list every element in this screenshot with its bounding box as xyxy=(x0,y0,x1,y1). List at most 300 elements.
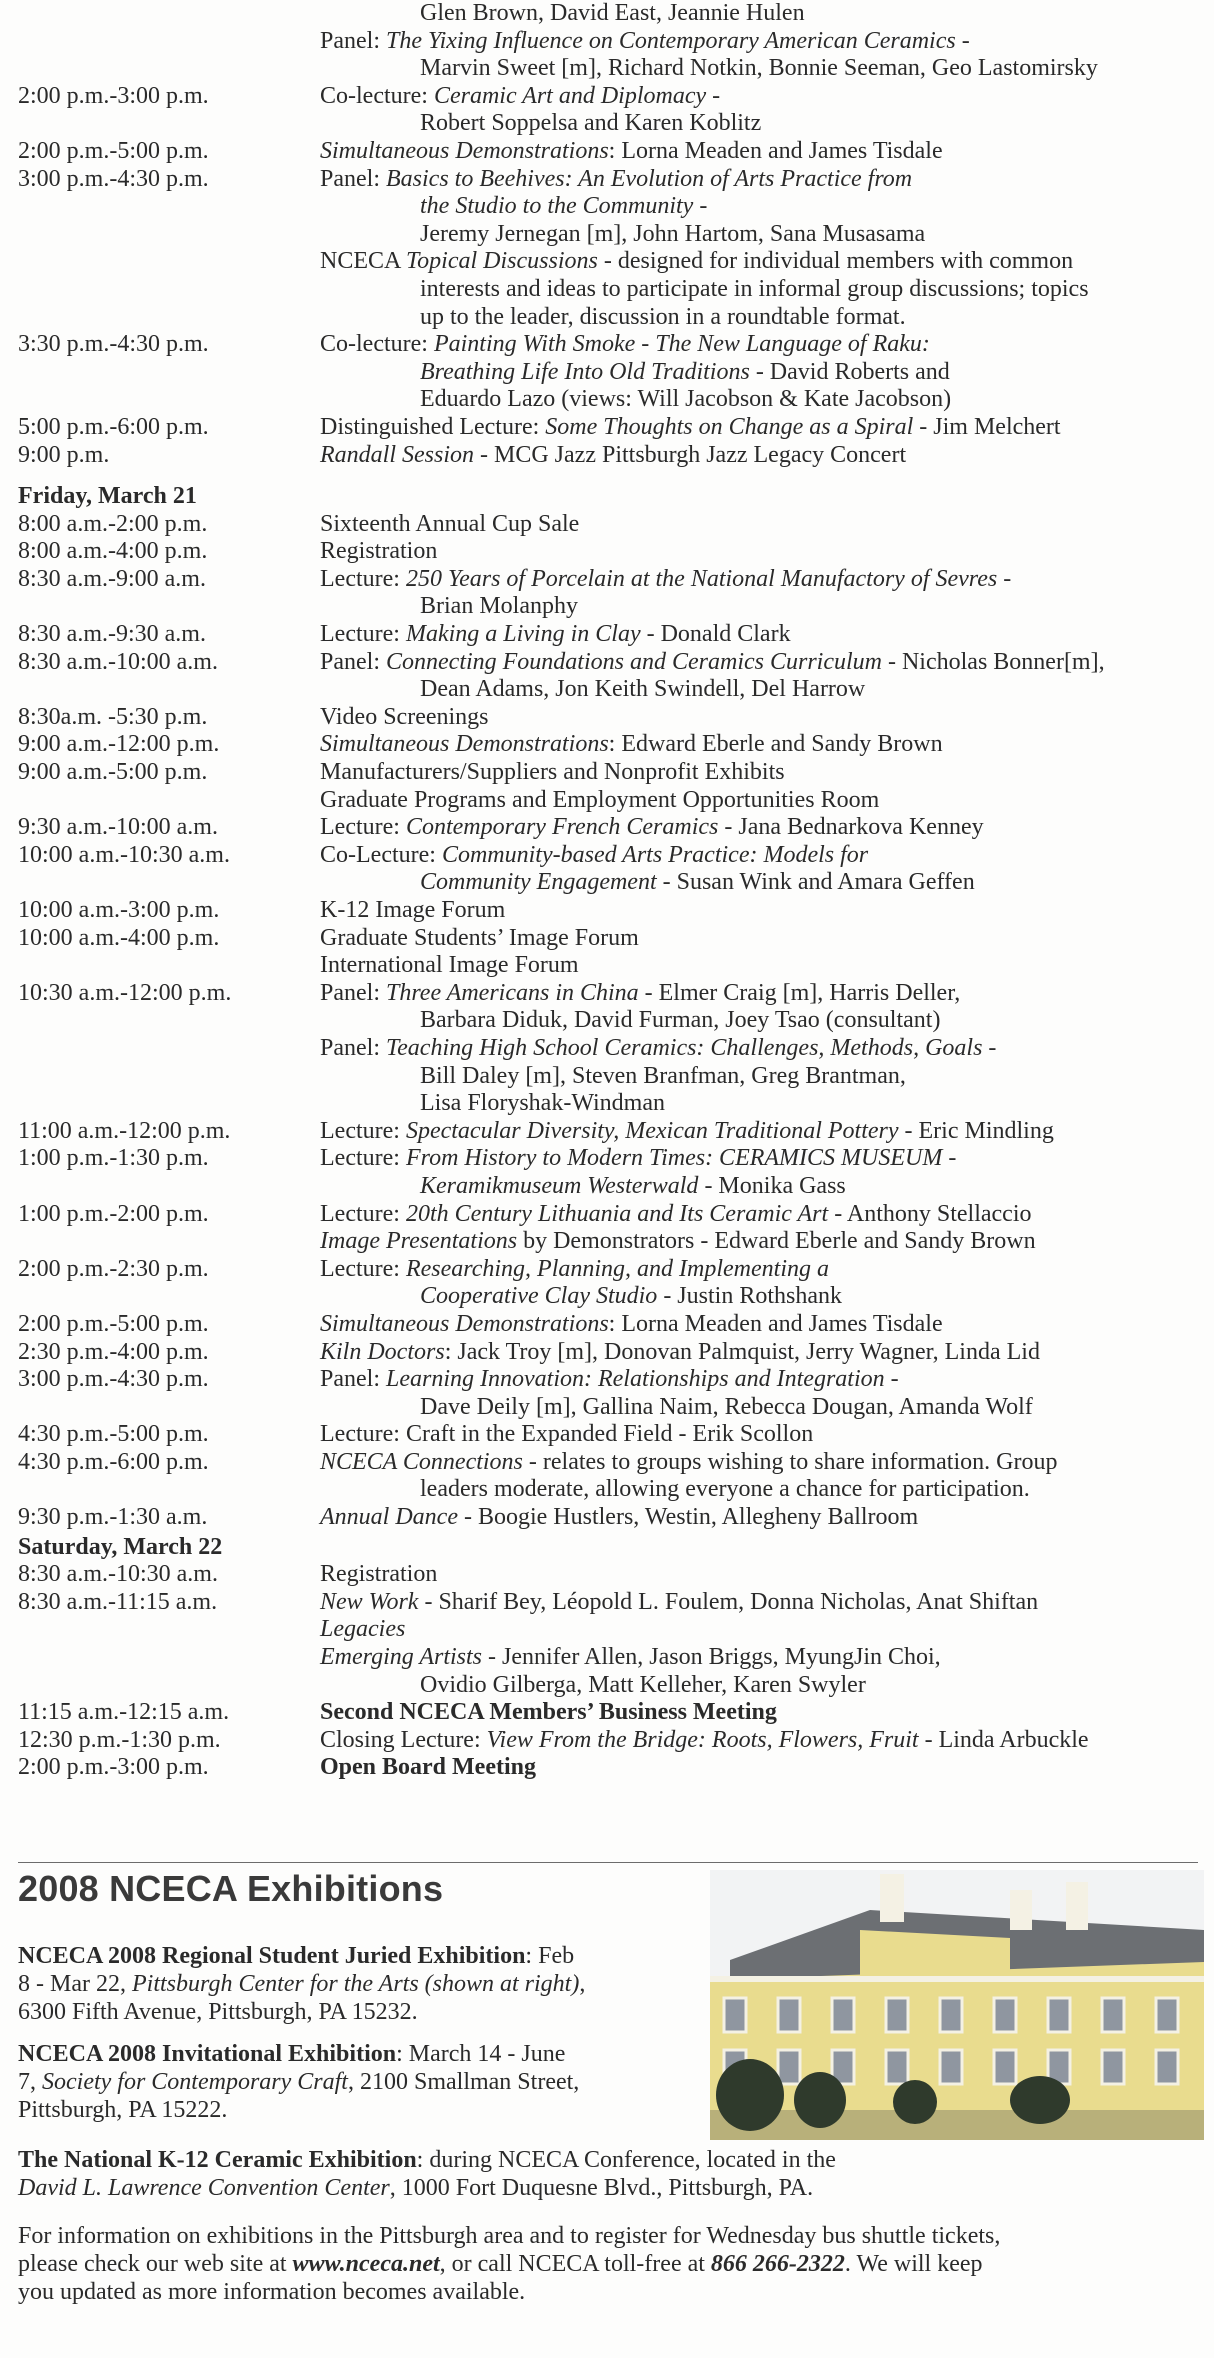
schedule-row xyxy=(18,1118,1198,1146)
session-description xyxy=(320,842,1198,870)
schedule-row xyxy=(18,1228,1198,1256)
schedule-row xyxy=(18,1090,1198,1118)
text-run: Teaching High School Ceramics: Challenges, Methods, Goals xyxy=(386,1034,983,1061)
session-description xyxy=(320,649,1198,677)
text-run: Community Engagement xyxy=(420,869,657,896)
schedule-row xyxy=(18,1035,1198,1063)
text-run: Spectacular Diversity, Mexican Traditional Pottery xyxy=(405,1117,899,1144)
schedule-row xyxy=(18,787,1198,815)
session-description xyxy=(320,1504,1198,1532)
schedule-row xyxy=(18,1256,1198,1284)
session-time: 4:30 p.m.-5:00 p.m. xyxy=(18,1421,209,1448)
session-description xyxy=(320,731,1198,759)
schedule-row xyxy=(18,511,1198,539)
session-time: 2:00 p.m.-5:00 p.m. xyxy=(18,137,209,164)
session-time: 10:30 a.m.-12:00 p.m. xyxy=(18,979,232,1006)
text-run: 250 Years of Porcelain at the National Manufactory of Sevres xyxy=(405,565,998,592)
session-time: 2:00 p.m.-3:00 p.m. xyxy=(18,82,209,109)
text-run: Brian Molanphy xyxy=(420,593,578,620)
text-run: - Elmer Craig [m], Harris Deller, xyxy=(638,979,961,1006)
session-description xyxy=(320,1090,1198,1118)
text-run: - Monika Gass xyxy=(698,1172,846,1199)
schedule-row xyxy=(18,1311,1198,1339)
session-time xyxy=(18,110,320,138)
session-time: 8:00 a.m.-2:00 p.m. xyxy=(18,510,208,537)
schedule-row xyxy=(18,248,1198,276)
schedule-row xyxy=(18,1366,1198,1394)
schedule-row xyxy=(18,1394,1198,1422)
schedule-row xyxy=(18,980,1198,1008)
text-line xyxy=(18,1970,698,1998)
session-time xyxy=(18,304,320,332)
session-time xyxy=(18,1394,320,1422)
session-description xyxy=(320,83,1198,111)
text-run: - MCG Jazz Pittsburgh Jazz Legacy Concert xyxy=(474,441,907,468)
text-run: NCECA 2008 Regional Student Juried Exhibition xyxy=(18,1943,526,1969)
emphasis-text: www.nceca.net xyxy=(292,2251,440,2277)
text-run: Sixteenth Annual Cup Sale xyxy=(320,510,580,537)
session-time xyxy=(18,28,320,56)
text-run: : March 14 - June xyxy=(396,2041,566,2067)
session-time: 11:15 a.m.-12:15 a.m. xyxy=(18,1699,230,1726)
text-run: , 1000 Fort Duquesne Blvd., Pittsburgh, PA. xyxy=(389,2175,814,2201)
text-run: Manufacturers/Suppliers and Nonprofit Exhibits xyxy=(320,759,785,786)
schedule-row xyxy=(18,1476,1198,1504)
text-run: Dean Adams, Jon Keith Swindell, Del Harrow xyxy=(420,676,866,703)
text-line xyxy=(18,2068,698,2096)
schedule-row xyxy=(18,1644,1198,1672)
session-time: 10:00 a.m.-4:00 p.m. xyxy=(18,924,220,951)
text-run: Basics to Beehives: An Evolution of Arts Practice from xyxy=(386,165,913,192)
schedule-row xyxy=(18,276,1198,304)
text-run: : Edward Eberle and Sandy Brown xyxy=(608,731,943,758)
building-window xyxy=(940,1998,962,2032)
session-description xyxy=(320,1035,1198,1063)
session-time: 2:00 p.m.-2:30 p.m. xyxy=(18,1255,209,1282)
schedule-row xyxy=(18,593,1198,621)
text-run: - Donald Clark xyxy=(640,621,791,648)
session-time xyxy=(18,0,320,28)
session-time: 9:00 a.m.-12:00 p.m. xyxy=(18,731,220,758)
session-time: 1:00 p.m.-2:00 p.m. xyxy=(18,1200,209,1227)
session-description xyxy=(320,980,1198,1008)
schedule-row xyxy=(18,869,1198,897)
schedule-row xyxy=(18,676,1198,704)
text-line xyxy=(18,2174,1198,2202)
schedule-row xyxy=(18,1672,1198,1700)
session-description xyxy=(320,1118,1198,1146)
text-run: Painting With Smoke - The New Language of Raku: xyxy=(433,331,930,358)
text-line xyxy=(18,1998,698,2026)
text-run: The National K-12 Ceramic Exhibition xyxy=(18,2147,417,2173)
session-time xyxy=(18,386,320,414)
text-run: , or call NCECA toll-free at xyxy=(439,2251,711,2277)
text-run: Society for Contemporary Craft xyxy=(42,2069,348,2095)
session-description xyxy=(320,1394,1198,1422)
building-window xyxy=(994,1998,1016,2032)
text-run: : Lorna Meaden and James Tisdale xyxy=(608,1310,943,1337)
text-run: Panel: xyxy=(320,648,386,675)
schedule-row xyxy=(18,566,1198,594)
text-run: - Nicholas Bonner[m], xyxy=(881,648,1105,675)
schedule-row xyxy=(18,731,1198,759)
session-time: 2:00 p.m.-5:00 p.m. xyxy=(18,1310,209,1337)
text-run: - Justin Rothshank xyxy=(657,1283,842,1310)
text-run: Connecting Foundations and Ceramics Curriculum xyxy=(386,648,882,675)
schedule-row xyxy=(18,1063,1198,1091)
schedule-row xyxy=(18,621,1198,649)
text-run: David L. Lawrence Convention Center xyxy=(18,2175,390,2201)
session-time: 8:30 a.m.-11:15 a.m. xyxy=(18,1588,218,1615)
text-run: : Lorna Meaden and James Tisdale xyxy=(608,137,943,164)
building-window xyxy=(778,1998,800,2032)
text-run: For information on exhibitions in the Pittsburgh area and to register for Wednesday bus shuttle tickets, xyxy=(18,2223,1001,2249)
session-time xyxy=(18,359,320,387)
schedule-row xyxy=(18,331,1198,359)
session-description xyxy=(320,1007,1198,1035)
text-run: 6300 Fifth Avenue, Pittsburgh, PA 15232. xyxy=(18,1999,418,2025)
schedule-row xyxy=(18,649,1198,677)
schedule-row xyxy=(18,304,1198,332)
session-description xyxy=(320,304,1198,332)
text-run: - Jim Melchert xyxy=(913,413,1061,440)
session-time xyxy=(18,1283,320,1311)
session-description xyxy=(320,1449,1198,1477)
text-run: up to the leader, discussion in a roundtable format. xyxy=(420,303,906,330)
schedule-row xyxy=(18,1616,1198,1644)
schedule-row xyxy=(18,414,1198,442)
text-run: - xyxy=(693,193,708,220)
schedule-row xyxy=(18,1283,1198,1311)
session-time xyxy=(18,1476,320,1504)
text-run: : Jack Troy [m], Donovan Palmquist, Jerry Wagner, Linda Lid xyxy=(444,1338,1040,1365)
text-run: Emerging Artists xyxy=(320,1644,483,1671)
schedule-row xyxy=(18,842,1198,870)
text-run: . We will keep xyxy=(844,2251,983,2277)
text-run: Lisa Floryshak-Windman xyxy=(420,1090,665,1117)
text-line xyxy=(18,2146,1198,2174)
schedule-row xyxy=(18,1007,1198,1035)
text-run: New Work xyxy=(320,1588,419,1615)
session-description xyxy=(320,1672,1198,1700)
session-time: 9:30 p.m.-1:30 a.m. xyxy=(18,1504,208,1531)
session-time: 10:00 a.m.-3:00 p.m. xyxy=(18,897,220,923)
text-run: Panel: xyxy=(320,979,386,1006)
session-time: 8:30a.m. -5:30 p.m. xyxy=(18,703,208,730)
text-run: Eduardo Lazo (views: Will Jacobson & Kate Jacobson) xyxy=(420,386,952,413)
session-time xyxy=(18,193,320,221)
text-run: Panel: xyxy=(320,1366,386,1393)
text-run: Lecture: xyxy=(320,621,406,648)
session-time: 10:00 a.m.-10:30 a.m. xyxy=(18,841,230,868)
text-run: Second NCECA Members’ Business Meeting xyxy=(320,1699,777,1726)
text-run: please check our web site at xyxy=(18,2251,293,2277)
text-run: Simultaneous Demonstrations xyxy=(320,1310,609,1337)
building-window xyxy=(1102,2050,1124,2084)
session-description xyxy=(320,1366,1198,1394)
schedule-row xyxy=(18,814,1198,842)
schedule-row xyxy=(18,193,1198,221)
session-description xyxy=(320,276,1198,304)
session-time xyxy=(18,1644,320,1672)
invitational-exhibition-entry xyxy=(18,2040,698,2124)
schedule-row xyxy=(18,1449,1198,1477)
text-run: NCECA xyxy=(320,248,407,275)
building-window xyxy=(832,1998,854,2032)
session-time: 11:00 a.m.-12:00 p.m. xyxy=(18,1117,231,1144)
text-run: Co-lecture: xyxy=(320,82,434,109)
text-run: 8 - Mar 22, xyxy=(18,1971,132,1997)
session-description xyxy=(320,869,1198,897)
schedule-row xyxy=(18,386,1198,414)
text-run: - David Roberts and xyxy=(749,358,950,385)
session-time xyxy=(18,1063,320,1091)
text-run: Some Thoughts on Change as a Spiral xyxy=(545,413,914,440)
schedule-row xyxy=(18,1561,1198,1589)
thursday-schedule xyxy=(18,0,1198,469)
session-description xyxy=(320,331,1198,359)
session-description xyxy=(320,1476,1198,1504)
text-run: Graduate Programs and Employment Opportunities Room xyxy=(320,786,880,813)
session-time: 8:30 a.m.-9:30 a.m. xyxy=(18,621,206,648)
text-run: Learning Innovation: Relationships and Integration xyxy=(386,1366,885,1393)
session-time: 1:00 p.m.-1:30 p.m. xyxy=(18,1145,209,1172)
session-description xyxy=(320,952,1198,980)
text-run: Three Americans in China xyxy=(386,979,639,1006)
schedule-row xyxy=(18,1145,1198,1173)
text-run: Image Presentations xyxy=(320,1228,518,1255)
session-description xyxy=(320,1063,1198,1091)
session-description xyxy=(320,193,1198,221)
text-run: Panel: xyxy=(320,27,386,54)
building-window xyxy=(1048,1998,1070,2032)
session-time: 3:30 p.m.-4:30 p.m. xyxy=(18,331,209,358)
text-line xyxy=(18,2278,1198,2306)
text-run: Lecture: Craft in the Expanded Field - Erik Scollon xyxy=(320,1421,814,1448)
session-time: 2:00 p.m.-3:00 p.m. xyxy=(18,1754,209,1781)
text-run: Lecture: xyxy=(320,1255,406,1282)
text-run: Co-Lecture: xyxy=(320,841,442,868)
session-time: 3:00 p.m.-4:30 p.m. xyxy=(18,165,209,192)
session-description xyxy=(320,386,1198,414)
text-run: Jeremy Jernegan [m], John Hartom, Sana Musasama xyxy=(420,220,926,247)
session-description xyxy=(320,1173,1198,1201)
session-time xyxy=(18,248,320,276)
building-photo xyxy=(710,1870,1204,2140)
text-run: Lecture: xyxy=(320,814,406,841)
session-time: 2:30 p.m.-4:00 p.m. xyxy=(18,1338,209,1365)
text-run: - Linda Arbuckle xyxy=(918,1726,1089,1753)
text-run: Glen Brown, David East, Jeannie Hulen xyxy=(420,0,805,26)
text-run: Annual Dance xyxy=(320,1504,458,1531)
building-window xyxy=(994,2050,1016,2084)
text-run: Simultaneous Demonstrations xyxy=(320,137,609,164)
regional-exhibition-entry xyxy=(18,1942,698,2026)
building-window xyxy=(940,2050,962,2084)
text-run: : during NCECA Conference, located in the xyxy=(416,2147,836,2173)
text-run: Simultaneous Demonstrations xyxy=(320,731,609,758)
text-line xyxy=(18,2222,1198,2250)
building-window xyxy=(1102,1998,1124,2032)
text-run: - xyxy=(997,565,1012,592)
text-run: - relates to groups wishing to share information. Group xyxy=(522,1448,1058,1475)
schedule-row xyxy=(18,1421,1198,1449)
building-window xyxy=(1156,1998,1178,2032)
session-description xyxy=(320,1145,1198,1173)
session-description xyxy=(320,221,1198,249)
session-time xyxy=(18,1007,320,1035)
text-run: Making a Living in Clay xyxy=(405,621,641,648)
text-run: Registration xyxy=(320,538,438,565)
session-description xyxy=(320,704,1198,732)
text-run: the Studio to the Community xyxy=(420,193,694,220)
session-time xyxy=(18,1090,320,1118)
text-run: by Demonstrators - Edward Eberle and Sandy Brown xyxy=(517,1228,1036,1255)
text-run: - xyxy=(884,1366,899,1393)
conference-schedule xyxy=(18,0,1198,1782)
schedule-row xyxy=(18,221,1198,249)
text-run: - Eric Mindling xyxy=(898,1117,1054,1144)
session-time xyxy=(18,55,320,83)
text-line xyxy=(18,2250,1198,2278)
text-run: Breathing Life Into Old Traditions xyxy=(420,358,750,385)
text-run: 7, xyxy=(18,2069,42,2095)
session-description xyxy=(320,1201,1198,1229)
session-description xyxy=(320,925,1198,953)
building-window xyxy=(778,2050,800,2084)
session-time xyxy=(18,1173,320,1201)
schedule-row xyxy=(18,1173,1198,1201)
text-run: From History to Modern Times: CERAMICS MUSEUM - xyxy=(405,1145,957,1172)
text-run: Distinguished Lecture: xyxy=(320,413,546,440)
session-time: 9:30 a.m.-10:00 a.m. xyxy=(18,814,218,841)
schedule-row xyxy=(18,925,1198,953)
text-run: Cooperative Clay Studio xyxy=(420,1283,658,1310)
text-run: - Susan Wink and Amara Geffen xyxy=(656,869,975,896)
schedule-row xyxy=(18,897,1198,925)
text-run: Ceramic Art and Diplomacy - xyxy=(433,82,721,109)
session-time xyxy=(18,1672,320,1700)
session-time: 4:30 p.m.-6:00 p.m. xyxy=(18,1448,209,1475)
session-description xyxy=(320,538,1198,566)
schedule-row xyxy=(18,359,1198,387)
exhibitions-heading: 2008 NCECA Exhibitions xyxy=(18,1868,444,1909)
text-run: Robert Soppelsa and Karen Koblitz xyxy=(420,110,762,137)
schedule-row xyxy=(18,0,1198,28)
session-time: 9:00 p.m. xyxy=(18,441,110,468)
text-run: Registration xyxy=(320,1561,438,1588)
session-description xyxy=(320,814,1198,842)
session-time: 9:00 a.m.-5:00 p.m. xyxy=(18,759,208,786)
text-run: Dave Deily [m], Gallina Naim, Rebecca Dougan, Amanda Wolf xyxy=(420,1393,1033,1420)
text-run: Keramikmuseum Westerwald xyxy=(420,1172,699,1199)
session-description xyxy=(320,166,1198,194)
schedule-row xyxy=(18,1699,1198,1727)
saturday-schedule xyxy=(18,1561,1198,1782)
session-description xyxy=(320,1311,1198,1339)
text-run: Ovidio Gilberga, Matt Kelleher, Karen Swyler xyxy=(420,1671,866,1698)
text-run: Graduate Students’ Image Forum xyxy=(320,924,639,951)
session-time: 8:30 a.m.-10:00 a.m. xyxy=(18,648,218,675)
session-description xyxy=(320,759,1198,787)
session-description xyxy=(320,110,1198,138)
text-run xyxy=(293,2251,440,2277)
session-description xyxy=(320,1421,1198,1449)
session-description xyxy=(320,55,1198,83)
session-description xyxy=(320,359,1198,387)
text-run: Panel: xyxy=(320,165,386,192)
session-description xyxy=(320,621,1198,649)
text-run: Panel: xyxy=(320,1034,386,1061)
session-time xyxy=(18,869,320,897)
text-run: International Image Forum xyxy=(320,952,579,979)
session-description xyxy=(320,1561,1198,1589)
session-time xyxy=(18,1616,320,1644)
session-description xyxy=(320,442,1198,470)
text-run: Video Screenings xyxy=(320,703,489,730)
text-run: Researching, Planning, and Implementing a xyxy=(405,1255,829,1282)
building-illustration xyxy=(710,1870,1204,2140)
schedule-row xyxy=(18,1589,1198,1617)
session-description xyxy=(320,1727,1198,1755)
text-run: Lecture: xyxy=(320,1117,406,1144)
text-run: Lecture: xyxy=(320,565,406,592)
text-run: - Boogie Hustlers, Westin, Allegheny Ballroom xyxy=(457,1504,919,1531)
text-line xyxy=(18,1942,698,1970)
text-run: , 2100 Smallman Street, xyxy=(347,2069,580,2095)
text-run: Barbara Diduk, David Furman, Joey Tsao (consultant) xyxy=(420,1007,941,1034)
schedule-row xyxy=(18,28,1198,56)
schedule-row xyxy=(18,1339,1198,1367)
schedule-row xyxy=(18,759,1198,787)
schedule-row xyxy=(18,704,1198,732)
text-run: - Jennifer Allen, Jason Briggs, MyungJin Choi, xyxy=(482,1644,941,1671)
section-divider xyxy=(18,1862,1198,1863)
session-time: 8:00 a.m.-4:00 p.m. xyxy=(18,538,208,565)
session-time xyxy=(18,276,320,304)
text-run: Lecture: xyxy=(320,1200,406,1227)
schedule-row xyxy=(18,952,1198,980)
session-time xyxy=(18,221,320,249)
session-time: 8:30 a.m.-10:30 a.m. xyxy=(18,1561,218,1588)
schedule-row xyxy=(18,1201,1198,1229)
k12-exhibition-entry xyxy=(18,2146,1198,2202)
building-window xyxy=(724,1998,746,2032)
text-run: The Yixing Influence on Contemporary American Ceramics - xyxy=(386,27,970,54)
text-run xyxy=(711,2251,845,2277)
text-run: Randall Session xyxy=(320,441,474,468)
session-description xyxy=(320,138,1198,166)
info-paragraph xyxy=(18,2222,1198,2306)
building-window xyxy=(1156,2050,1178,2084)
session-description xyxy=(320,787,1198,815)
schedule-row xyxy=(18,138,1198,166)
text-line xyxy=(18,2040,698,2068)
schedule-row xyxy=(18,1754,1198,1782)
text-run: NCECA 2008 Invitational Exhibition xyxy=(18,2041,397,2067)
text-run: Pittsburgh, PA 15222. xyxy=(18,2097,228,2123)
schedule-row xyxy=(18,538,1198,566)
schedule-row xyxy=(18,110,1198,138)
text-run: leaders moderate, allowing everyone a chance for participation. xyxy=(420,1476,1030,1503)
session-description xyxy=(320,1283,1198,1311)
session-description xyxy=(320,593,1198,621)
text-run: you updated as more information becomes available. xyxy=(18,2279,526,2305)
day-heading-friday: Friday, March 21 xyxy=(18,483,197,510)
session-time: 12:30 p.m.-1:30 p.m. xyxy=(18,1726,221,1753)
session-time: 8:30 a.m.-9:00 a.m. xyxy=(18,565,206,592)
text-run: Open Board Meeting xyxy=(320,1754,536,1781)
